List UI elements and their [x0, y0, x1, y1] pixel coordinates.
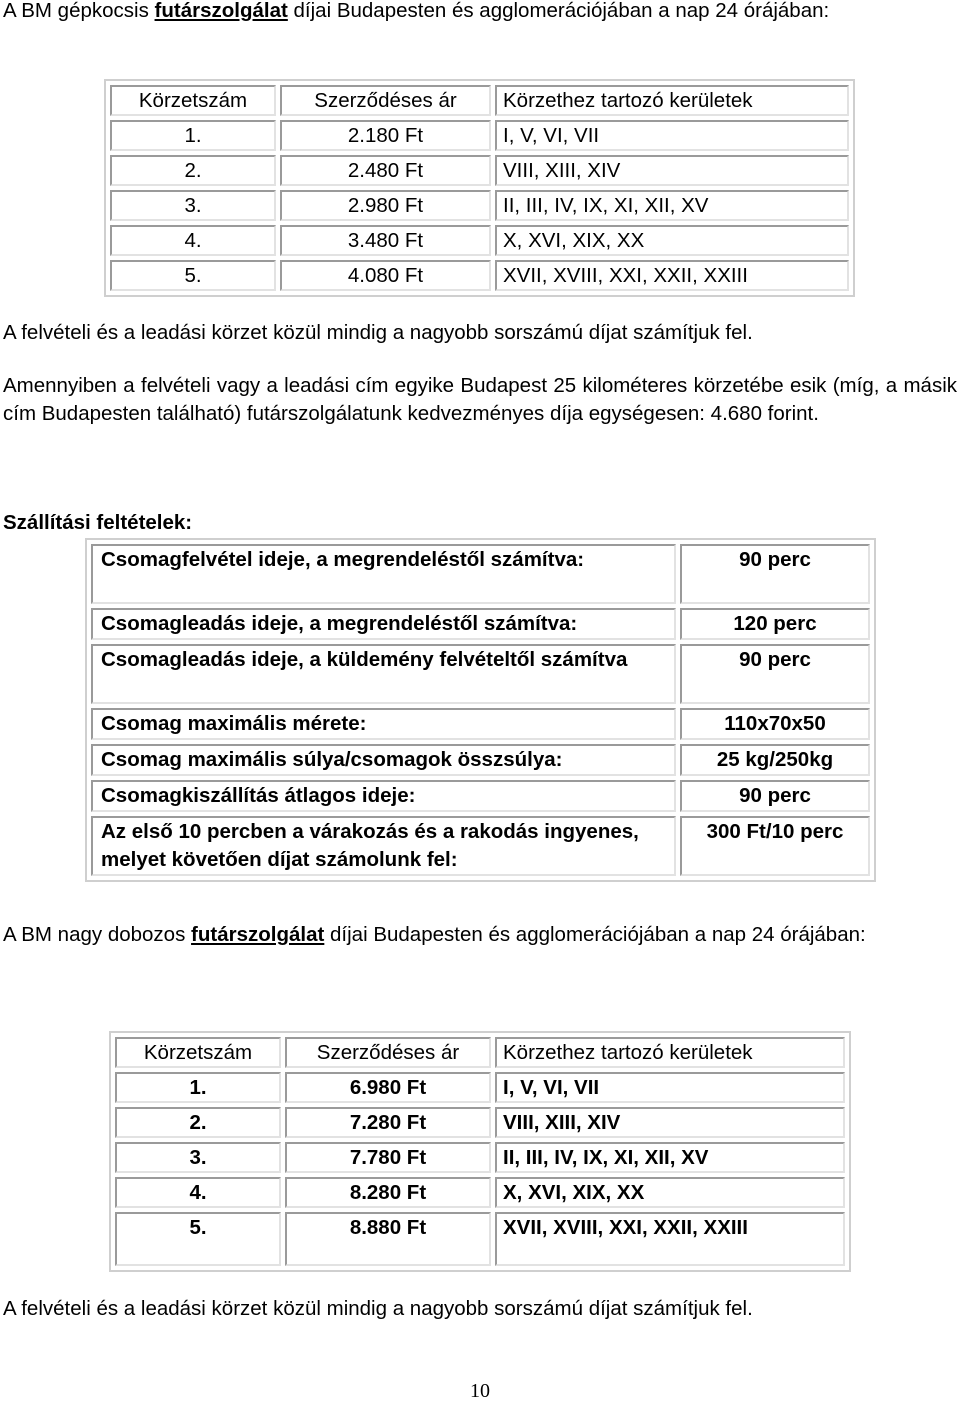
- column-header-price: Szerződéses ár: [285, 1037, 491, 1068]
- table-row: [115, 1212, 845, 1266]
- districts-cell: I, V, VI, VII: [495, 1072, 845, 1103]
- discount-paragraph: Amennyiben a felvételi vagy a leadási cím egyike Budapest 25 kilométeres körzetébe esik (míg, a másik cím Budapesten található) futárszolgálatunk kedvezményes díja egységesen: 4.680 forint.: [3, 374, 957, 425]
- districts-cell: I, V, VI, VII: [495, 120, 849, 151]
- table-row: [91, 816, 870, 876]
- condition-value: 120 perc: [680, 608, 870, 640]
- table-row: [91, 744, 870, 776]
- intro-paragraph-2: A BM nagy dobozos futárszolgálat díjai Budapesten és agglomerációjában a nap 24 órájában:: [3, 923, 866, 946]
- price-cell: 6.980 Ft: [285, 1072, 491, 1103]
- zone-cell: 4.: [110, 225, 276, 256]
- condition-value: 90 perc: [680, 780, 870, 812]
- condition-label: Csomagfelvétel ideje, a megrendeléstől számítva:: [91, 544, 676, 604]
- price-cell: 7.780 Ft: [285, 1142, 491, 1173]
- table-row: [91, 780, 870, 812]
- table-row: [110, 260, 849, 291]
- rates-table-courier: [104, 79, 855, 297]
- conditions-table: [85, 538, 876, 882]
- zone-cell: 4.: [115, 1177, 281, 1208]
- table-header-row: [115, 1037, 845, 1068]
- futarszolgalat-link[interactable]: futárszolgálat: [191, 923, 325, 946]
- price-cell: 8.280 Ft: [285, 1177, 491, 1208]
- price-cell: 3.480 Ft: [280, 225, 491, 256]
- districts-cell: X, XVI, XIX, XX: [495, 225, 849, 256]
- column-header-districts: Körzethez tartozó kerületek: [495, 85, 849, 116]
- condition-label: Az első 10 percben a várakozás és a rakodás ingyenes, melyet követően díjat számolunk fel:: [91, 816, 676, 876]
- price-cell: 2.180 Ft: [280, 120, 491, 151]
- price-cell: 8.880 Ft: [285, 1212, 491, 1266]
- zone-rule-note: A felvételi és a leadási körzet közül mindig a nagyobb sorszámú díjat számítjuk fel.: [3, 321, 753, 344]
- table-row: [91, 644, 870, 704]
- districts-cell: XVII, XVIII, XXI, XXII, XXIII: [495, 260, 849, 291]
- table-row: [91, 708, 870, 740]
- condition-label: Csomagkiszállítás átlagos ideje:: [91, 780, 676, 812]
- districts-cell: X, XVI, XIX, XX: [495, 1177, 845, 1208]
- condition-value: 90 perc: [680, 644, 870, 704]
- table-row: [115, 1107, 845, 1138]
- intro-paragraph-1: A BM gépkocsis futárszolgálat díjai Budapesten és agglomerációjában a nap 24 órájában:: [3, 0, 830, 22]
- districts-cell: XVII, XVIII, XXI, XXII, XXIII: [495, 1212, 845, 1266]
- condition-value: 25 kg/250kg: [680, 744, 870, 776]
- conditions-title: Szállítási feltételek:: [3, 511, 193, 534]
- zone-cell: 5.: [110, 260, 276, 291]
- zone-cell: 5.: [115, 1212, 281, 1266]
- condition-label: Csomag maximális súlya/csomagok összsúlya:: [91, 744, 676, 776]
- table-header-row: [110, 85, 849, 116]
- condition-value: 90 perc: [680, 544, 870, 604]
- zone-cell: 1.: [115, 1072, 281, 1103]
- futarszolgalat-link[interactable]: futárszolgálat: [154, 0, 288, 22]
- column-header-zone: Körzetszám: [115, 1037, 281, 1068]
- condition-label: Csomagleadás ideje, a küldemény felvételtől számítva: [91, 644, 676, 704]
- table-row: [110, 225, 849, 256]
- zone-rule-note-2: A felvételi és a leadási körzet közül mindig a nagyobb sorszámú díjat számítjuk fel.: [3, 1297, 753, 1320]
- price-cell: 2.980 Ft: [280, 190, 491, 221]
- zone-cell: 1.: [110, 120, 276, 151]
- zone-cell: 3.: [110, 190, 276, 221]
- table-row: [115, 1142, 845, 1173]
- table-row: [110, 155, 849, 186]
- condition-label: Csomag maximális mérete:: [91, 708, 676, 740]
- rates-table-large-box: [109, 1031, 851, 1272]
- districts-cell: II, III, IV, IX, XI, XII, XV: [495, 1142, 845, 1173]
- price-cell: 7.280 Ft: [285, 1107, 491, 1138]
- districts-cell: II, III, IV, IX, XI, XII, XV: [495, 190, 849, 221]
- page-number: 10: [470, 1380, 490, 1402]
- table-row: [115, 1177, 845, 1208]
- column-header-zone: Körzetszám: [110, 85, 276, 116]
- table-row: [91, 608, 870, 640]
- table-row: [91, 544, 870, 604]
- districts-cell: VIII, XIII, XIV: [495, 155, 849, 186]
- zone-cell: 2.: [115, 1107, 281, 1138]
- column-header-districts: Körzethez tartozó kerületek: [495, 1037, 845, 1068]
- condition-label: Csomagleadás ideje, a megrendeléstől számítva:: [91, 608, 676, 640]
- price-cell: 2.480 Ft: [280, 155, 491, 186]
- districts-cell: VIII, XIII, XIV: [495, 1107, 845, 1138]
- price-cell: 4.080 Ft: [280, 260, 491, 291]
- table-row: [115, 1072, 845, 1103]
- table-row: [110, 120, 849, 151]
- zone-cell: 3.: [115, 1142, 281, 1173]
- column-header-price: Szerződéses ár: [280, 85, 491, 116]
- zone-cell: 2.: [110, 155, 276, 186]
- condition-value: 300 Ft/10 perc: [680, 816, 870, 876]
- table-row: [110, 190, 849, 221]
- condition-value: 110x70x50: [680, 708, 870, 740]
